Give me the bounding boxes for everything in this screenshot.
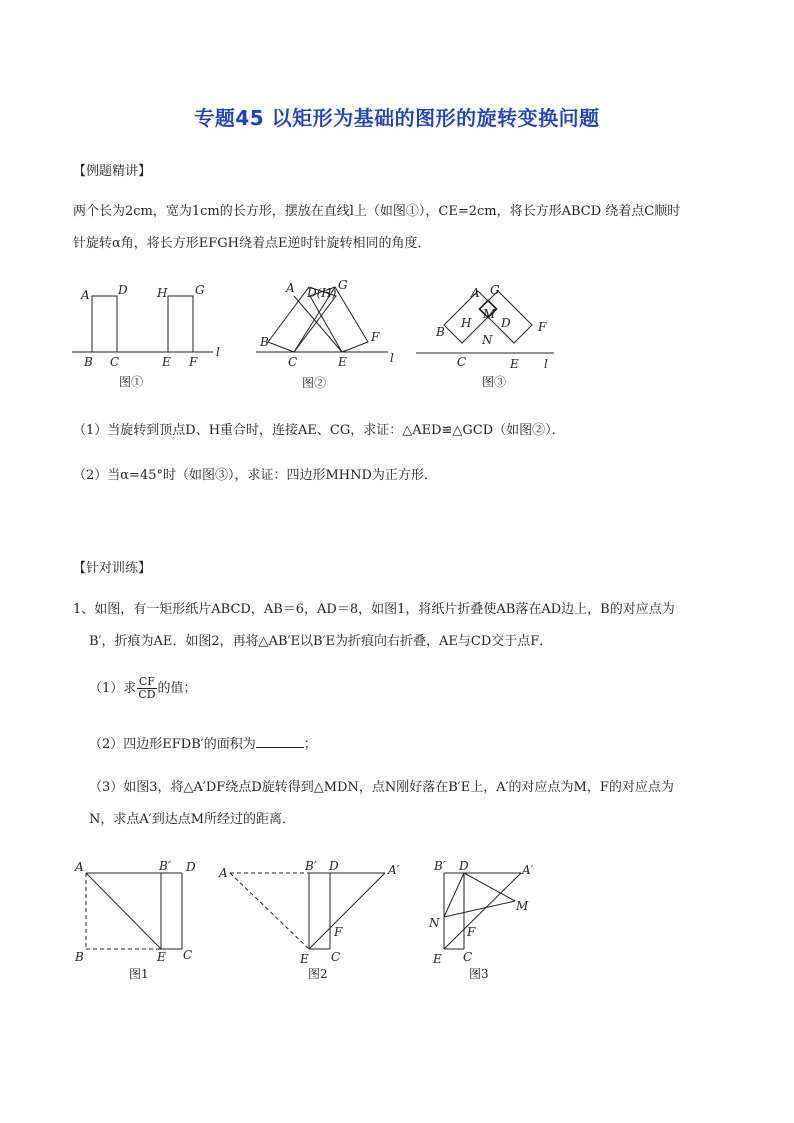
label-C: C [110,355,120,369]
label-G: G [195,283,205,297]
subquestion-2 [89,735,317,753]
example-figure-1 [68,280,238,395]
label-l: l [216,345,220,359]
caption-fig2: 图② [302,376,327,390]
label-C: C [288,355,298,369]
label-F: F [538,320,547,334]
subquestion-1 [89,676,197,701]
label-D: D [118,283,128,297]
label-C: C [331,950,341,964]
subquestion-1-suffix: 的值； [157,681,197,696]
subquestion-2-suffix: ； [303,737,317,752]
label-A-prime: A′ [388,863,400,877]
example-text-line1: 两个长为2cm，宽为1cm的长方形，摆放在直线l上（如图①），CE=2cm，将长方形ABCD 绕着点C顺时 [73,204,681,219]
label-B: B [75,950,84,964]
example-heading: 【例题精讲】 [73,164,152,179]
label-E: E [162,355,171,369]
label-D: D [459,859,469,873]
label-DH: D(H) [307,286,337,300]
label-C: C [463,950,473,964]
label-B-prime: B′ [305,859,317,873]
fraction-cf-cd [137,676,156,701]
answer-blank [256,735,304,748]
label-B: B [436,325,445,339]
caption-fig1: 图① [119,375,144,389]
training-heading: 【针对训练】 [73,561,152,576]
label-G: G [490,283,500,297]
training-figure-2 [218,857,408,992]
label-l: l [544,357,548,371]
label-A-prime: A′ [522,863,534,877]
label-M: M [516,899,529,913]
subquestion-1-prefix: （1）求 [89,681,137,696]
example-text-line2: 针旋转α角，将长方形EFGH绕着点E逆时针旋转相同的角度． [73,236,431,251]
label-A: A [81,288,90,302]
label-B-prime: B′ [434,859,446,873]
example-question-1: （1）当旋转到顶点D、H重合时，连接AE、CG，求证：△AED≌△GCD（如图②）． [73,423,565,438]
subquestion-3-line2: N，求点A′到达点M所经过的距离． [89,812,296,827]
label-E: E [157,950,166,964]
training-figure-3 [425,857,555,992]
label-D: D [501,316,511,330]
problem1-line1: 1、如图，有一矩形纸片ABCD，AB＝6，AD＝8，如图1，将纸片折叠使AB落在AD边上，B的对应点为 [73,602,675,617]
label-C: C [457,355,467,369]
label-A: A [286,281,295,295]
label-M: M [483,307,496,321]
page-title: 专题45 以矩形为基础的图形的旋转变换问题 [194,106,600,130]
label-B: B [260,335,269,349]
training-figure-1 [72,857,202,992]
label-C: C [183,948,193,962]
example-figure-3 [412,278,572,393]
label-B-prime: B′ [159,859,171,873]
fraction-denominator: CD [138,688,156,701]
caption-fig2: 图2 [308,967,328,981]
label-A: A [219,866,228,880]
label-B: B [84,355,93,369]
caption-fig3: 图③ [482,375,507,389]
label-N: N [429,916,440,930]
label-A: A [75,860,84,874]
label-F: F [189,355,198,369]
caption-fig3: 图3 [469,967,489,981]
example-figure-2 [252,276,412,396]
example-question-2: （2）当α=45°时（如图③），求证：四边形MHND为正方形． [73,468,437,483]
subquestion-2-prefix: （2）四边形EFDB′的面积为 [89,737,256,752]
label-H: H [157,286,168,300]
label-E: E [433,952,442,966]
caption-fig1: 图1 [129,967,149,981]
label-H: H [461,316,472,330]
label-E: E [338,355,347,369]
label-F: F [334,925,343,939]
label-D: D [186,860,196,874]
label-l: l [390,351,394,365]
label-G: G [338,278,348,292]
problem1-line2: B′，折痕为AE．如图2，再将△AB′E以B′E为折痕向右折叠，AE与CD交于点F． [89,634,553,649]
label-E: E [300,952,309,966]
label-F: F [371,330,380,344]
label-E: E [510,357,519,371]
label-F: F [467,925,476,939]
label-A: A [471,286,480,300]
fraction-numerator: CF [138,675,155,688]
label-N: N [482,333,493,347]
subquestion-3-line1: （3）如图3，将△A′DF绕点D旋转得到△MDN，点N刚好落在B′E上，A′的对应点为M，F的对应点为 [89,780,674,795]
label-D: D [329,859,339,873]
